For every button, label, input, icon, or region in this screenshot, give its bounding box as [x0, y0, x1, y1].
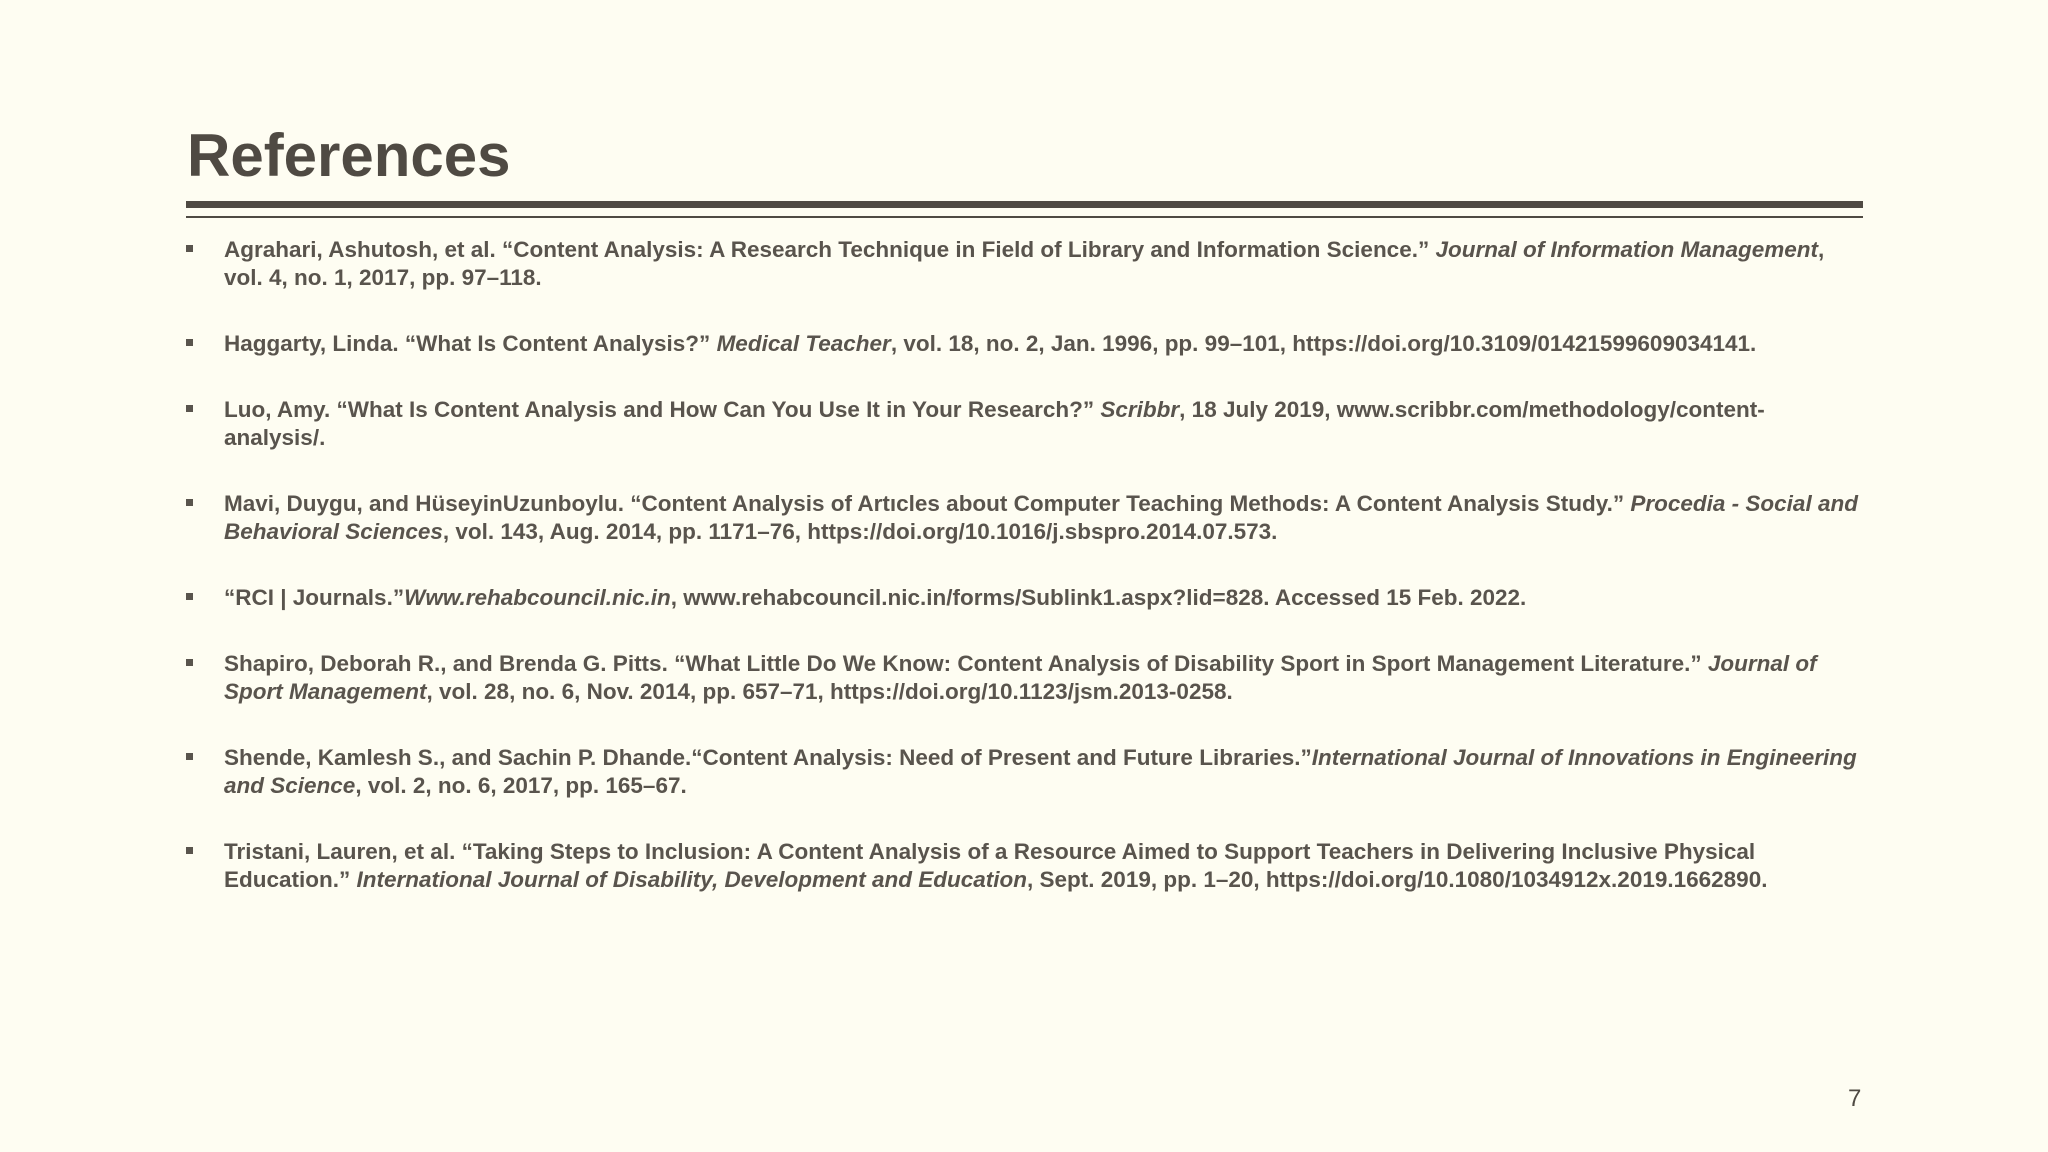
- square-bullet-icon: [186, 499, 193, 506]
- reference-item-8: [186, 838, 1866, 894]
- reference-text: Tristani, Lauren, et al. “Taking Steps to Inclusion: A Content Analysis of a Resource Aimed to Support Teachers in Delivering Inclusive Physical Education.”: [224, 839, 1756, 892]
- reference-item-7: [186, 744, 1866, 800]
- reference-text: Shende, Kamlesh S., and Sachin P. Dhande.“Content Analysis: Need of Present and Future Libraries.”: [224, 745, 1312, 770]
- reference-text: Haggarty, Linda. “What Is Content Analysis?”: [224, 331, 717, 356]
- square-bullet-icon: [186, 847, 193, 854]
- reference-source: Procedia - Social and Behavioral Sciences: [224, 491, 1858, 544]
- reference-text: Shapiro, Deborah R., and Brenda G. Pitts. “What Little Do We Know: Content Analysis of Disability Sport in Sport Management Literature.”: [224, 651, 1708, 676]
- reference-details: , vol. 28, no. 6, Nov. 2014, pp. 657–71, https://doi.org/10.1123/jsm.2013-0258.: [426, 679, 1233, 704]
- reference-source: Www.rehabcouncil.nic.in: [404, 585, 671, 610]
- reference-text: Luo, Amy. “What Is Content Analysis and How Can You Use It in Your Research?”: [224, 397, 1101, 422]
- reference-source: Medical Teacher: [716, 331, 891, 356]
- reference-details: , Sept. 2019, pp. 1–20, https://doi.org/10.1080/1034912x.2019.1662890.: [1027, 867, 1768, 892]
- reference-details: , vol. 18, no. 2, Jan. 1996, pp. 99–101, https://doi.org/10.3109/01421599609034141.: [890, 331, 1757, 356]
- reference-text: Mavi, Duygu, and HüseyinUzunboylu. “Content Analysis of Artıcles about Computer Teaching Methods: A Content Analysis Study.”: [224, 491, 1631, 516]
- reference-item-6: [186, 650, 1866, 706]
- reference-item-1: [186, 236, 1866, 292]
- reference-details: , vol. 4, no. 1, 2017, pp. 97–118.: [224, 237, 1825, 290]
- reference-text: Agrahari, Ashutosh, et al. “Content Analysis: A Research Technique in Field of Library and Information Science.”: [224, 237, 1436, 262]
- reference-source: International Journal of Innovations in Engineering and Science: [224, 745, 1857, 798]
- title-divider-thin: [186, 216, 1863, 218]
- reference-item-2: [186, 330, 1866, 358]
- reference-source: Journal of Sport Management: [224, 651, 1817, 704]
- reference-list: [186, 236, 1866, 932]
- square-bullet-icon: [186, 405, 193, 412]
- square-bullet-icon: [186, 593, 193, 600]
- reference-source: International Journal of Disability, Development and Education: [356, 867, 1028, 892]
- reference-details: , vol. 143, Aug. 2014, pp. 1171–76, https://doi.org/10.1016/j.sbspro.2014.07.573.: [442, 519, 1278, 544]
- reference-details: , www.rehabcouncil.nic.in/forms/Sublink1.aspx?lid=828. Accessed 15 Feb. 2022.: [670, 585, 1527, 610]
- reference-details: , 18 July 2019, www.scribbr.com/methodology/content-analysis/.: [224, 397, 1765, 450]
- square-bullet-icon: [186, 753, 193, 760]
- square-bullet-icon: [186, 245, 193, 252]
- reference-details: , vol. 2, no. 6, 2017, pp. 165–67.: [355, 773, 687, 798]
- title-divider-thick: [186, 201, 1863, 208]
- square-bullet-icon: [186, 659, 193, 666]
- page-number: 7: [1848, 1085, 1862, 1112]
- reference-item-5: [186, 584, 1866, 612]
- reference-item-4: [186, 490, 1866, 546]
- slide-title: References: [187, 122, 511, 189]
- square-bullet-icon: [186, 339, 193, 346]
- reference-source: Scribbr: [1100, 397, 1180, 422]
- reference-item-3: [186, 396, 1866, 452]
- reference-text: “RCI | Journals.”: [224, 585, 405, 610]
- reference-source: Journal of Information Management: [1435, 237, 1818, 262]
